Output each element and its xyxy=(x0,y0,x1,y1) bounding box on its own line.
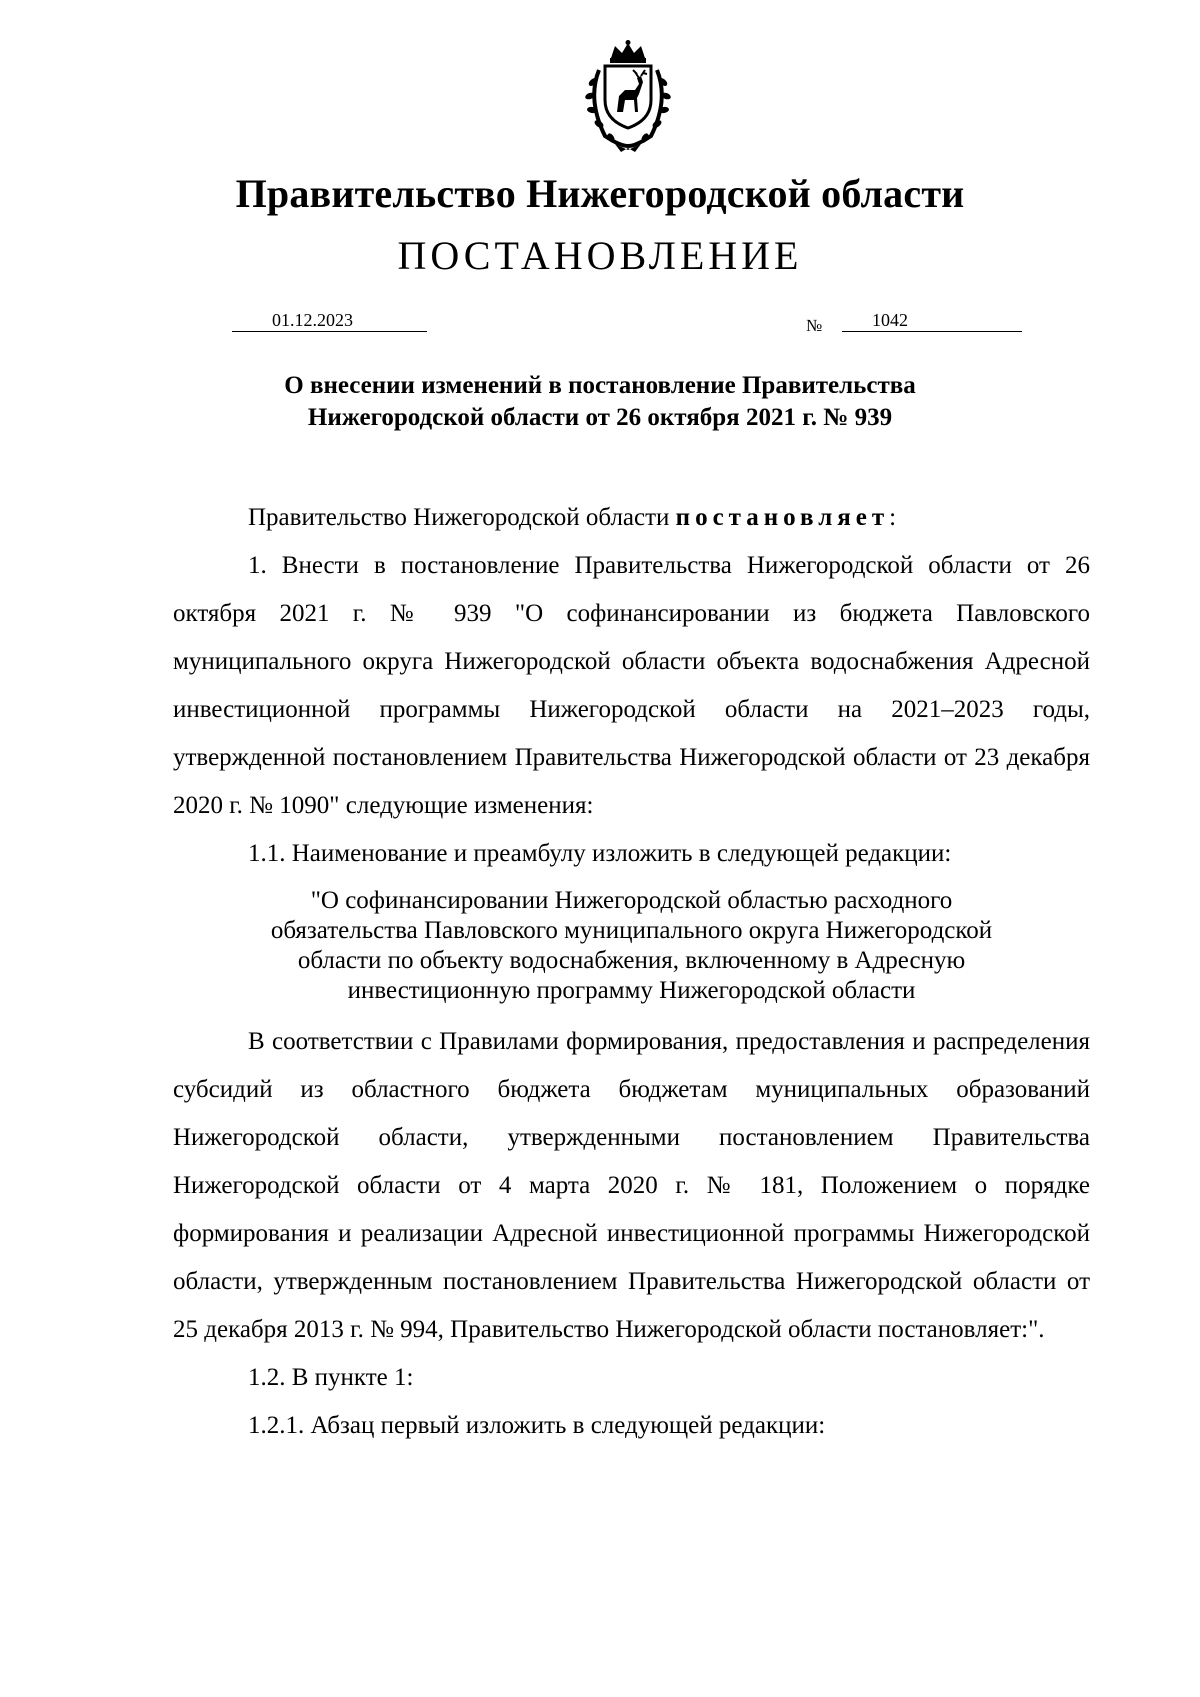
government-name: Правительство Нижегородской области xyxy=(235,171,965,216)
document-type: ПОСТАНОВЛЕНИЕ xyxy=(397,233,803,278)
subject-line-1: О внесении изменений в постановление Правительства xyxy=(284,372,916,399)
paragraph-item-1-2: 1.2. В пункте 1: xyxy=(248,1364,414,1391)
registration-date-field xyxy=(232,310,427,332)
paragraph-preamble: В соответствии с Правилами формирования, предоставления и распределения субсидий из областного бюджета бюджетам муниципальных образований Нижегородской области, утвержденными постановлением Правительства Нижегородской области от 4 марта 2020 г. № 181, Положением о порядке формирования и реализации Адресной инвестиционной программы Нижегородской области, утвержденным постановлением Правительства Нижегородской области от 25 декабря 2013 г. № 994, Правительство Нижегородской области постановляет:". xyxy=(173,1028,1090,1343)
paragraph-item-1-2-1: 1.2.1. Абзац первый изложить в следующей редакции: xyxy=(248,1412,826,1439)
registration-number-field xyxy=(842,310,1022,332)
coat-of-arms-emblem xyxy=(575,40,681,152)
intro-suffix: : xyxy=(889,504,897,531)
quoted-title-line: инвестиционную программу Нижегородской области xyxy=(347,977,916,1004)
paragraph-item-1-1: 1.1. Наименование и преамбулу изложить в следующей редакции: xyxy=(248,840,952,867)
resolution-intro xyxy=(173,494,1090,542)
registration-date: 01.12.2023 xyxy=(272,310,353,330)
number-sign: № xyxy=(806,316,823,335)
quoted-title xyxy=(173,886,1090,1006)
intro-resolves: постановляет xyxy=(675,504,890,531)
document-subject xyxy=(0,370,1200,434)
quoted-title-line: области по объекту водоснабжения, включенному в Адресную xyxy=(297,947,966,974)
registration-number: 1042 xyxy=(872,310,908,330)
subject-line-2: Нижегородской области от 26 октября 2021 г. № 939 xyxy=(307,404,893,431)
intro-prefix: Правительство Нижегородской области xyxy=(248,504,676,531)
document-body xyxy=(173,494,1090,1450)
quoted-title-line: обязательства Павловского муниципального округа Нижегородской xyxy=(270,917,993,944)
quoted-title-line: "О софинансировании Нижегородской областью расходного xyxy=(310,887,953,914)
paragraph-item-1: 1. Внести в постановление Правительства Нижегородской области от 26 октября 2021 г. № 939 "О софинансировании из бюджета Павловского муниципального округа Нижегородской области объекта водоснабжения Адресной инвестиционной программы Нижегородской области на 2021–2023 годы, утвержденной постановлением Правительства Нижегородской области от 23 декабря 2020 г. № 1090" следующие изменения: xyxy=(173,552,1090,819)
